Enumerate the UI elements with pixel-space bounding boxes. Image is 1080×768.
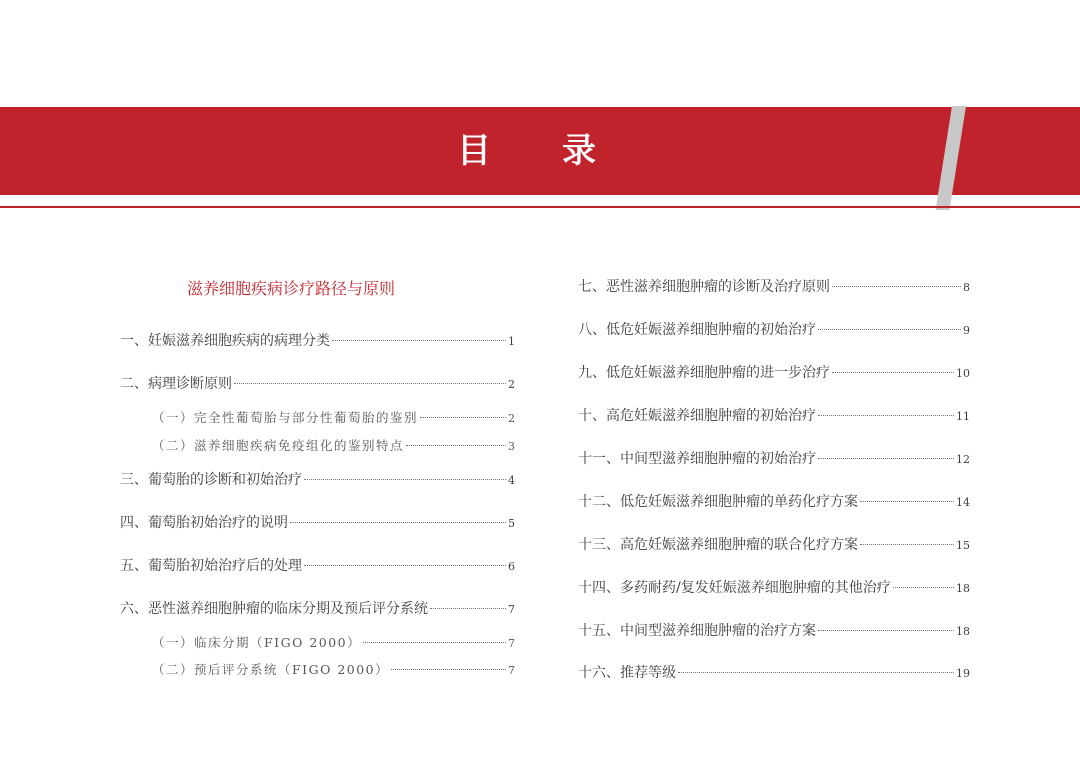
toc-entry-label: 三、葡萄胎的诊断和初始治疗	[120, 472, 302, 488]
toc-entry[interactable]	[120, 469, 515, 489]
dot-leader	[290, 522, 506, 523]
banner-underline	[0, 206, 1080, 208]
toc-entry-label: 八、低危妊娠滋养细胞肿瘤的初始治疗	[578, 322, 816, 338]
toc-entry-page: 10	[956, 367, 970, 380]
toc-entry[interactable]	[578, 276, 970, 296]
dot-leader	[818, 415, 954, 416]
toc-entry[interactable]	[578, 362, 970, 382]
toc-entry[interactable]	[578, 534, 970, 554]
dot-leader	[860, 544, 954, 545]
toc-entry-label: 十四、多药耐药/复发妊娠滋养细胞肿瘤的其他治疗	[578, 580, 891, 596]
toc-entry[interactable]	[578, 448, 970, 468]
title-banner	[0, 107, 1080, 195]
toc-entry-page: 3	[508, 440, 515, 453]
dot-leader	[430, 608, 506, 609]
toc-entry-page: 4	[508, 474, 515, 487]
toc-entry-page: 2	[508, 412, 515, 425]
toc-entry[interactable]	[120, 330, 515, 350]
toc-entry-page: 12	[956, 453, 970, 466]
dot-leader	[391, 669, 506, 670]
toc-entry-page: 7	[508, 603, 515, 616]
dot-leader	[678, 672, 954, 673]
dot-leader	[363, 642, 506, 643]
toc-entry-page: 9	[963, 324, 970, 337]
title-char-2: 录	[562, 131, 596, 171]
toc-entry-page: 2	[508, 378, 515, 391]
toc-entry[interactable]	[120, 373, 515, 393]
toc-entry[interactable]	[578, 577, 970, 597]
section-heading: 滋养细胞疾病诊疗路径与原则	[187, 279, 396, 298]
toc-entry-page: 15	[956, 539, 970, 552]
toc-entry[interactable]	[578, 620, 970, 640]
dot-leader	[818, 458, 954, 459]
dot-leader	[832, 286, 961, 287]
toc-entry-page: 18	[956, 625, 970, 638]
toc-entry-page: 18	[956, 582, 970, 595]
toc-entry-page: 14	[956, 496, 970, 509]
toc-entry-label: 二、病理诊断原则	[120, 376, 232, 392]
toc-entry-label: 九、低危妊娠滋养细胞肿瘤的进一步治疗	[578, 365, 830, 381]
toc-entry-page: 7	[508, 664, 515, 677]
dot-leader	[420, 417, 506, 418]
dot-leader	[332, 340, 506, 341]
title-char-1: 目	[457, 131, 491, 171]
toc-subentry[interactable]	[152, 633, 515, 651]
toc-entry-label: 四、葡萄胎初始治疗的说明	[120, 515, 288, 531]
toc-entry-label: 十六、推荐等级	[578, 665, 676, 681]
toc-entry-label: 一、妊娠滋养细胞疾病的病理分类	[120, 333, 330, 349]
toc-entry-label: 七、恶性滋养细胞肿瘤的诊断及治疗原则	[578, 279, 830, 295]
dot-leader	[818, 329, 961, 330]
toc-entry-label: （一）临床分期（FIGO 2000）	[152, 635, 362, 650]
dot-leader	[893, 587, 954, 588]
toc-entry-label: 十、高危妊娠滋养细胞肿瘤的初始治疗	[578, 408, 816, 424]
toc-entry-page: 19	[956, 667, 970, 680]
toc-entry-label: 六、恶性滋养细胞肿瘤的临床分期及预后评分系统	[120, 601, 428, 617]
toc-entry-page: 8	[963, 281, 970, 294]
toc-entry-page: 6	[508, 560, 515, 573]
toc-entry[interactable]	[120, 598, 515, 618]
toc-subentry[interactable]	[152, 408, 515, 426]
toc-entry-label: 五、葡萄胎初始治疗后的处理	[120, 558, 302, 574]
toc-entry[interactable]	[578, 491, 970, 511]
toc-entry-label: 十二、低危妊娠滋养细胞肿瘤的单药化疗方案	[578, 494, 858, 510]
toc-subentry[interactable]	[152, 436, 515, 454]
dot-leader	[818, 630, 954, 631]
dot-leader	[860, 501, 954, 502]
dot-leader	[304, 565, 506, 566]
dot-leader	[234, 383, 506, 384]
toc-entry[interactable]	[120, 555, 515, 575]
dot-leader	[304, 479, 506, 480]
toc-entry-label: （二）预后评分系统（FIGO 2000）	[152, 662, 390, 677]
toc-entry-label: 十一、中间型滋养细胞肿瘤的初始治疗	[578, 451, 816, 467]
toc-entry-page: 5	[508, 517, 515, 530]
toc-entry-page: 7	[508, 637, 515, 650]
dot-leader	[832, 372, 954, 373]
toc-entry-page: 11	[956, 410, 970, 423]
toc-entry-label: 十三、高危妊娠滋养细胞肿瘤的联合化疗方案	[578, 537, 858, 553]
toc-entry-label: （一）完全性葡萄胎与部分性葡萄胎的鉴别	[152, 410, 419, 425]
toc-entry-label: 十五、中间型滋养细胞肿瘤的治疗方案	[578, 623, 816, 639]
toc-entry-page: 1	[508, 335, 515, 348]
toc-entry[interactable]	[578, 405, 970, 425]
dot-leader	[406, 445, 506, 446]
toc-entry[interactable]	[578, 319, 970, 339]
toc-entry[interactable]	[120, 512, 515, 532]
toc-subentry[interactable]	[152, 660, 515, 678]
toc-entry-label: （二）滋养细胞疾病免疫组化的鉴别特点	[152, 438, 405, 453]
toc-entry[interactable]	[578, 662, 970, 682]
